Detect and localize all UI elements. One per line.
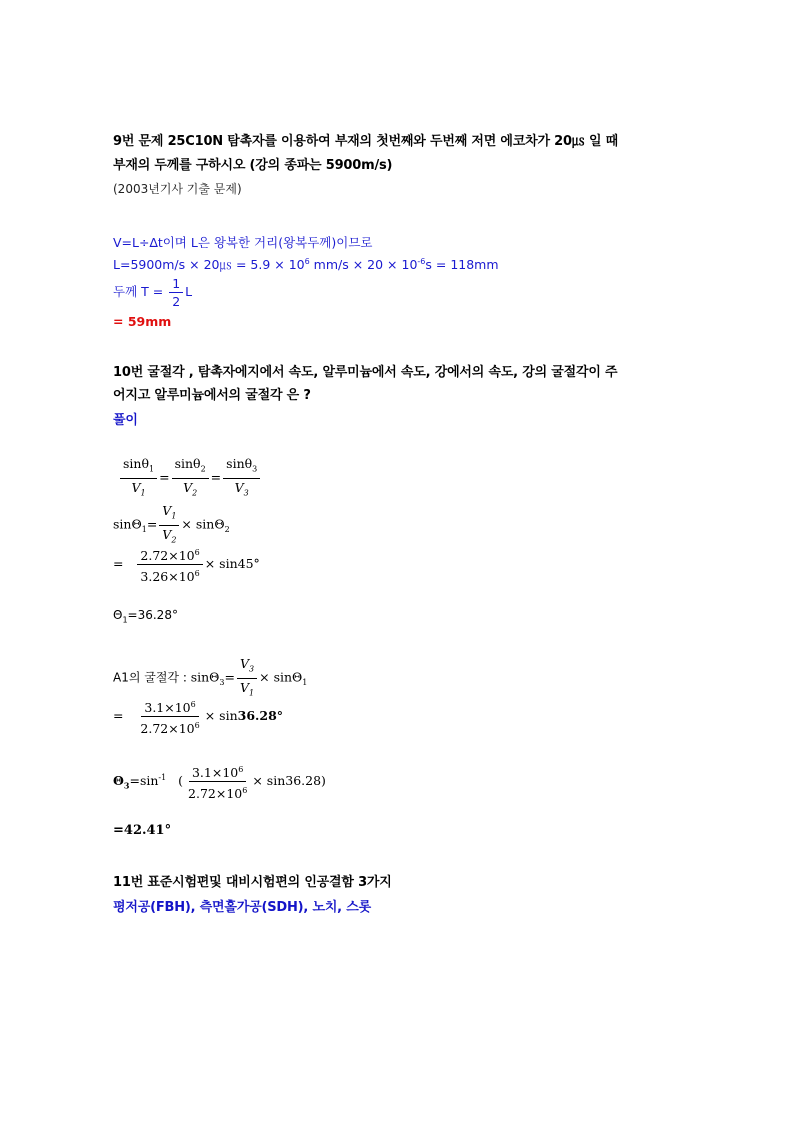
q9-title-line2: 부재의 두께를 구하시오 (강의 종파는 5900m/s) [113,158,393,173]
q11-answer: 평저공(FBH), 측면홀가공(SDH), 노치, 스롯 [113,900,371,915]
v-ratio-fraction [237,656,257,700]
den: V [162,526,172,542]
num-exp: 6 [238,765,244,774]
sin-function: =sin [129,773,159,789]
equals-sign: = [113,556,124,572]
num: V [240,656,250,671]
fraction-numerator: 1 [169,276,183,293]
equals-sign: = [224,669,235,685]
lhs: Θ [113,773,124,789]
q10-title-line1: 10번 굴절각 , 탐촉자에지에서 속도, 알루미늄에서 속도, 강에서의 속도, 강의 굴절각이 주 [113,365,618,380]
rhs: × sin36.28) [252,773,326,789]
den-exp: 6 [242,786,248,796]
velocity-fraction [137,545,202,584]
step2-equation [113,545,260,584]
term-den: V [234,479,244,495]
snell-term-3 [223,456,260,500]
open-paren: ( [178,773,184,789]
q9-answer: = 59mm [113,314,172,329]
num: 3.1×10 [191,765,239,781]
den: 2.72×10 [140,721,195,737]
rhs-bold: 36.28° [237,708,284,724]
step4-equation [113,697,283,736]
step5-equation [113,762,326,801]
q9-sol2-exp2: -6 [417,256,426,266]
step1-equation [113,503,230,547]
theta1-result [113,608,178,624]
velocity-fraction [137,697,202,736]
num-sub: 1 [171,511,177,521]
q9-solution-line2 [113,255,499,273]
q9-sol2-part-a: L=5900m/s × 20㎲ = 5.9 × 10 [113,257,305,272]
num: V [162,503,172,518]
half-fraction [169,276,183,309]
rhs: × sin [204,708,238,724]
term-den: V [131,479,141,495]
equals-sign: = [113,708,124,724]
q9-solution-line1: V=L÷∆t이며 L은 왕복한 거리(왕복두께)이므로 [113,235,373,250]
num-sub: 3 [249,664,255,674]
num-exp: 6 [190,700,196,709]
q9-sol3-label: 두께 T = [113,284,168,299]
q9-sol2-part-b: mm/s × 20 × 10 [309,257,418,272]
lhs: Θ [113,608,123,622]
equals-sign: = [210,469,222,485]
term-num: sinθ [226,456,253,471]
den-sub: 2 [171,535,177,544]
term-num: sinθ [123,456,149,471]
q10-solution-label: 풀이 [113,413,138,428]
q9-sol3-tail: L [185,284,193,299]
term-num-sub: 2 [200,464,206,474]
q9-sol2-exp1: 6 [304,256,310,266]
aluminum-refraction-label: A1의 굴절각 : [113,670,191,685]
term-den: V [183,479,193,495]
lhs-sub: 1 [122,615,128,625]
term-num-sub: 1 [149,464,155,474]
equals-sign: = [146,516,158,532]
q10-answer: =42.41° [113,823,172,838]
rhs-sub: 2 [224,525,230,534]
lhs-sub: 3 [123,780,130,791]
q9-sol2-part-c: s = 118mm [425,257,499,272]
rhs: × sin45° [204,556,260,572]
snell-law-equation [118,456,262,500]
q9-source: (2003년기사 기출 문제) [113,182,242,196]
den: V [240,679,250,695]
rhs-sub: 1 [302,678,308,687]
num: 2.72×10 [140,548,195,564]
step3-equation [113,656,307,700]
den: 3.26×10 [140,569,195,585]
term-den-sub: 1 [140,488,146,497]
term-den-sub: 2 [192,488,198,497]
num-exp: 6 [194,548,200,557]
velocity-fraction [185,762,250,801]
lhs: sinΘ [113,516,142,532]
snell-term-2 [172,456,209,500]
inverse-exp: -1 [158,773,167,782]
den-exp: 6 [194,721,200,731]
q9-solution-line3 [113,276,192,309]
equals-sign: = [159,469,170,485]
term-num: sinθ [174,456,201,471]
fraction-denominator: 2 [172,294,181,309]
rhs: × sinΘ [181,516,225,532]
lhs: sinΘ [190,669,220,685]
lhs-sub: 1 [141,525,147,534]
rhs: × sinΘ [259,669,303,685]
den: 2.72×10 [188,786,243,802]
term-num-sub: 3 [252,464,258,474]
v-ratio-fraction [159,503,179,547]
den-exp: 6 [194,569,200,579]
q10-title-line2: 어지고 알루미늄에서의 굴절각 은 ? [113,388,311,403]
snell-term-1 [120,456,157,500]
q9-title-line1: 9번 문제 25C10N 탐촉자를 이용하여 부재의 첫번째와 두번째 저면 에코차가 20㎲ 일 때 [113,134,619,149]
term-den-sub: 3 [243,488,249,497]
num: 3.1×10 [144,700,191,716]
den-sub: 1 [249,688,255,697]
q11-title: 11번 표준시험편및 대비시험편의 인공결함 3가지 [113,875,392,890]
lhs-sub: 3 [219,678,225,687]
rhs: =36.28° [127,608,178,622]
